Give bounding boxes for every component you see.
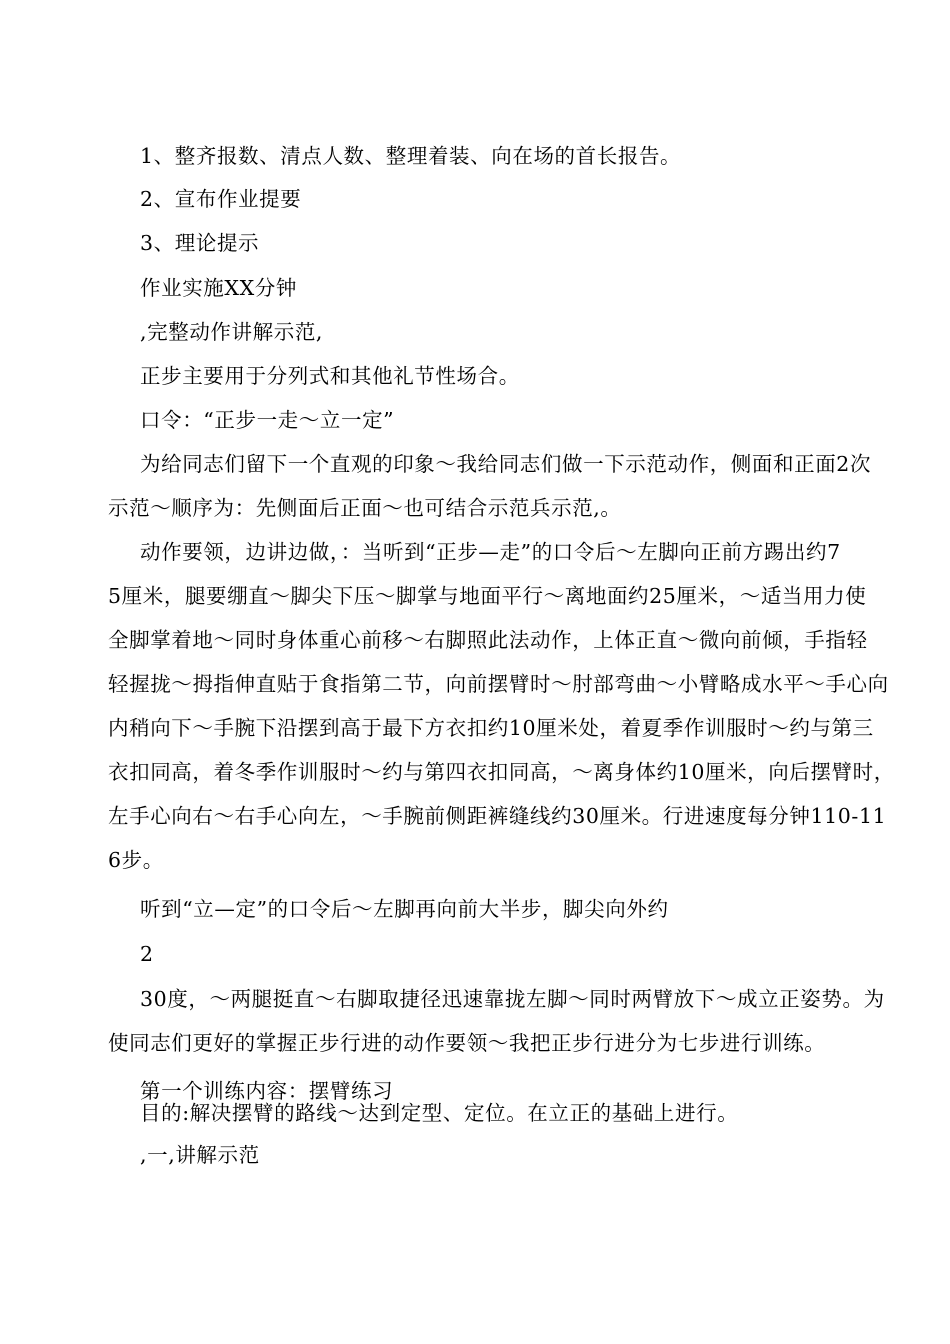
text-line: 使同志们更好的掌握正步行进的动作要领〜我把正步行进分为七步进行训练。: [108, 1031, 826, 1055]
text-line: 3、理论提示: [140, 231, 260, 255]
text-line: 作业实施XX分钟: [140, 276, 297, 300]
text-line: 1、整齐报数、清点人数、整理着装、向在场的首长报告。: [140, 144, 682, 168]
text-line: 5厘米，腿要绷直〜脚尖下压〜脚掌与地面平行〜离地面约25厘米，〜适当用力使: [108, 584, 867, 608]
text-line: 内稍向下〜手腕下沿摆到高于最下方衣扣约10厘米处，着夏季作训服时〜约与第三: [108, 716, 874, 740]
text-line: 6步。: [108, 848, 164, 872]
text-line: 动作要领，边讲边做，：当听到“正步—走”的口令后〜左脚向正前方踢出约7: [140, 540, 841, 564]
text-line: 目的:解决摆臂的路线〜达到定型、定位。在立正的基础上进行。: [140, 1101, 739, 1125]
text-line: 第一个训练内容：摆臂练习: [140, 1079, 394, 1103]
text-line: 示范〜顺序为：先侧面后正面〜也可结合示范兵示范,。: [108, 496, 622, 520]
text-line: 口令：“正步一走〜立一定”: [140, 408, 395, 432]
text-line: 为给同志们留下一个直观的印象〜我给同志们做一下示范动作，侧面和正面2次: [140, 452, 872, 476]
text-line: 左手心向右〜右手心向左，〜手腕前侧距裤缝线约30厘米。行进速度每分钟110-11: [108, 804, 887, 828]
text-line: 全脚掌着地〜同时身体重心前移〜右脚照此法动作，上体正直〜微向前倾，手指轻: [108, 628, 868, 652]
text-line: 衣扣同高，着冬季作训服时〜约与第四衣扣同高，〜离身体约10厘米，向后摆臂时，: [108, 760, 895, 784]
text-line: 2、宣布作业提要: [140, 187, 302, 211]
text-line: ,完整动作讲解示范,: [140, 320, 324, 344]
text-line: 2: [140, 942, 154, 966]
text-line: ,一,讲解示范: [140, 1143, 260, 1167]
text-line: 30度，〜两腿挺直〜右脚取捷径迅速靠拢左脚〜同时两臂放下〜成立正姿势。为: [140, 987, 885, 1011]
text-line: 正步主要用于分列式和其他礼节性场合。: [140, 364, 520, 388]
text-line: 听到“立—定”的口令后〜左脚再向前大半步，脚尖向外约: [140, 897, 669, 921]
text-line: 轻握拢〜拇指伸直贴于食指第二节，向前摆臂时〜肘部弯曲〜小臂略成水平〜手心向: [108, 672, 889, 696]
